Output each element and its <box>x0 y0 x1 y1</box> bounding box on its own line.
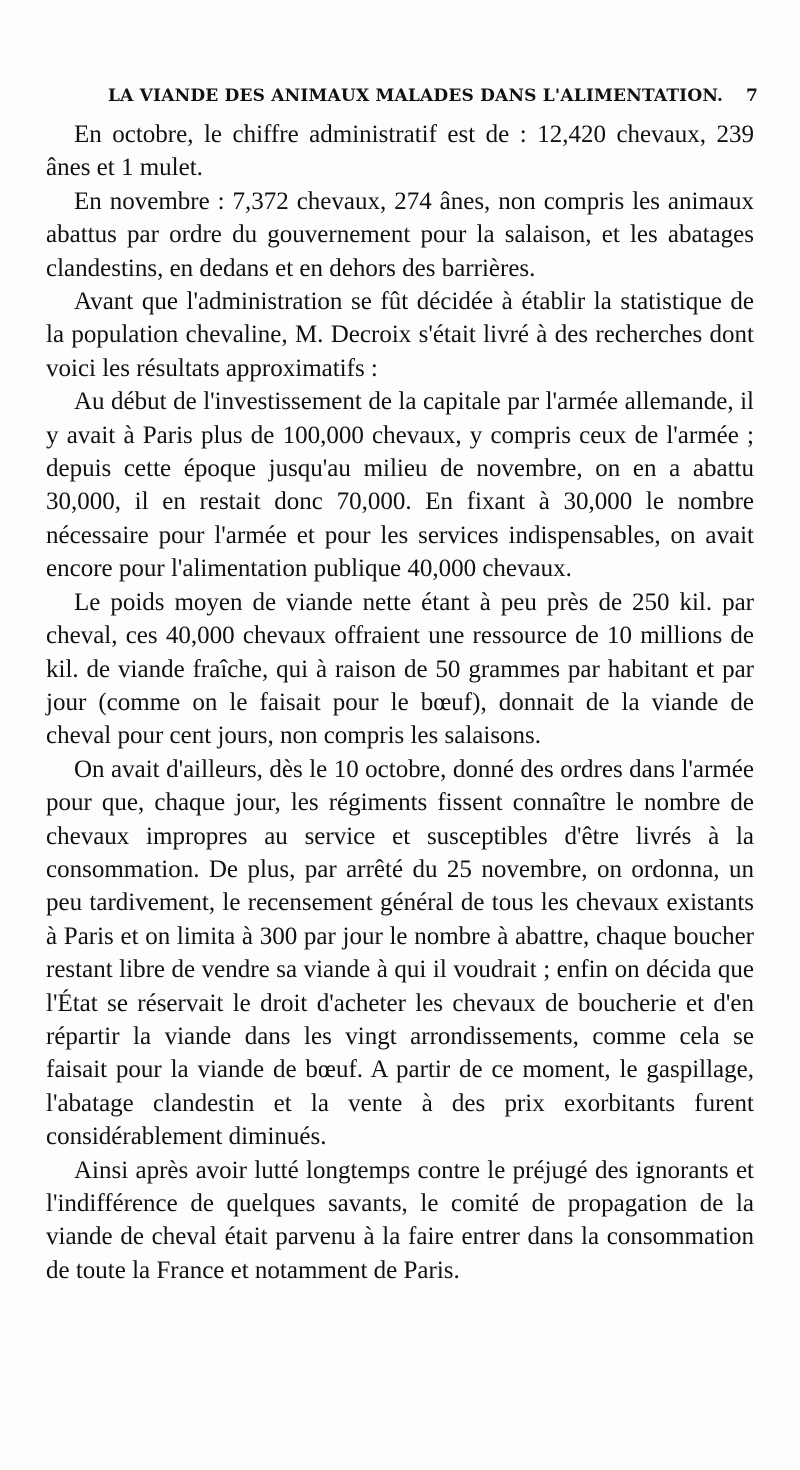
paragraph-statistique: Avant que l'administration se fût décidée à établir la statistique de la population chevaline, M. Decroix s'était livré à des recherches dont voici les résultats approximatifs : <box>46 288 754 382</box>
paragraph-conclusion: Ainsi après avoir lutté longtemps contre le préjugé des ignorants et l'indifférence de quelques savants, le comité de propagation de la viande de cheval était parvenu à la faire entrer dans la consommation de toute la France et notamment de Paris. <box>46 1156 754 1284</box>
body-text <box>46 118 754 1287</box>
paragraph-poids-moyen: Le poids moyen de viande nette étant à peu près de 250 kil. par cheval, ces 40,000 chevaux offraient une ressource de 10 millions de kil. de viande fraîche, qui à raison de 50 grammes par habitant et par jour (comme on le faisait pour le bœuf), donnait de la viande de cheval pour cent jours, non compris les salaisons. <box>46 588 754 750</box>
paragraph-ordres: On avait d'ailleurs, dès le 10 octobre, donné des ordres dans l'armée pour que, chaque jour, les régiments fissent connaître le nombre de chevaux impropres au service et susceptibles d'être livrés à la consommation. De plus, par arrêté du 25 novembre, on ordonna, un peu tardivement, le recensement général de tous les chevaux existants à Paris et on limita à 300 par jour le nombre à abattre, chaque boucher restant libre de vendre sa viande à qui il voudrait ; enfin on décida que l'État se réservait le droit d'acheter les chevaux de boucherie et d'en répartir la viande dans les vingt arrondissements, comme cela se faisait pour la viande de bœuf. A partir de ce moment, le gaspillage, l'abatage clandestin et la vente à des prix exorbitants furent considérablement diminués. <box>46 755 754 1151</box>
paragraph-investissement: Au début de l'investissement de la capitale par l'armée allemande, il y avait à Paris plus de 100,000 chevaux, y compris ceux de l'armée ; depuis cette époque jusqu'au milieu de novembre, on en a abattu 30,000, il en restait donc 70,000. En fixant à 30,000 le nombre nécessaire pour l'armée et pour les services indispensables, on avait encore pour l'alimentation publique 40,000 chevaux. <box>46 388 754 583</box>
paragraph-octobre: En octobre, le chiffre administratif est de : 12,420 chevaux, 239 ânes et 1 mulet. <box>46 121 754 182</box>
running-head <box>108 86 758 116</box>
page-number: 7 <box>745 86 758 106</box>
paragraph-novembre: En novembre : 7,372 chevaux, 274 ânes, non compris les animaux abattus par ordre du gouvernement pour la salaison, et les abatages clandestins, en dedans et en dehors des barrières. <box>46 187 754 282</box>
running-title: LA VIANDE DES ANIMAUX MALADES DANS L'ALIMENTATION. <box>108 86 724 106</box>
